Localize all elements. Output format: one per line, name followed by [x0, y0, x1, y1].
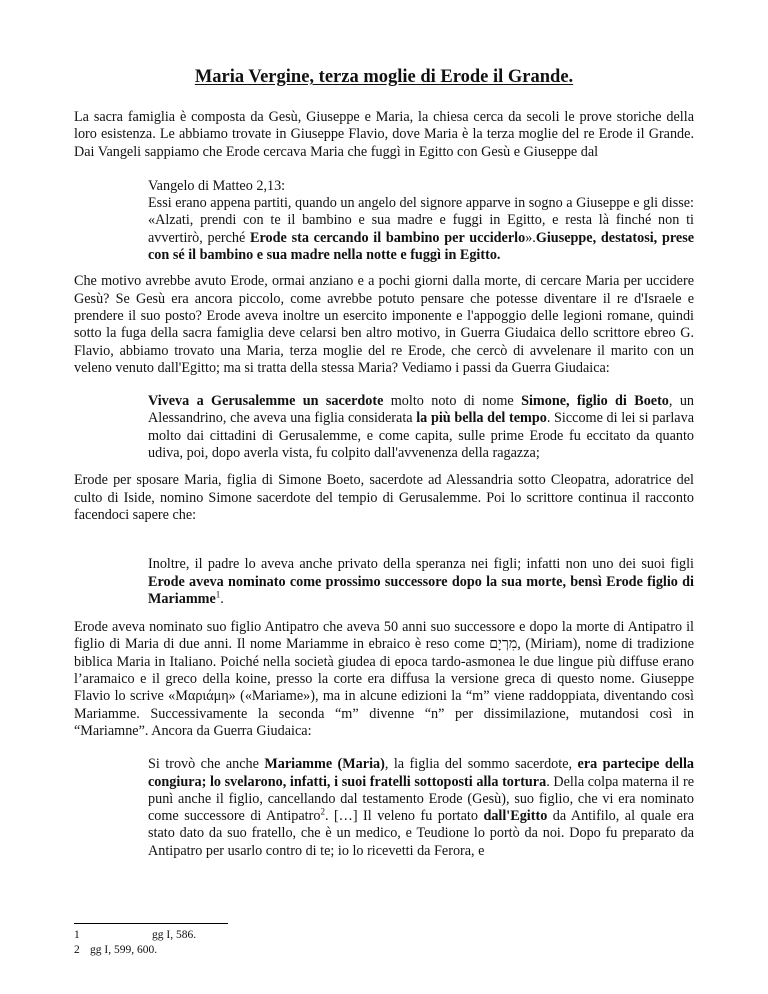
quote-guerra-1-text: [148, 393, 694, 462]
quote-matteo-text: [148, 195, 694, 264]
quote-reference: Vangelo di Matteo 2,13:: [148, 177, 286, 194]
footnote-ref[interactable]: 1: [215, 589, 221, 600]
paragraph-simone: Erode per sposare Maria, figlia di Simone Boeto, sacerdote ad Alessandria sotto Cleopatra, adoratrice del culto di Iside, nomino Simone sacerdote del tempio di Gerusalemme. Poi lo scrittore continua il racconto facendoci sapere che:: [74, 472, 694, 523]
paragraph-motivo: Che motivo avrebbe avuto Erode, ormai anziano e a pochi giorni dalla morte, di cercare Maria per uccidere Gesù? Se Gesù era ancora piccolo, come avrebbe potuto pensare che potesse diventare il re d'Israele e prendere il suo posto? Erode aveva inoltre un esercito imponente e l'appoggio delle legioni romane, quindi sotto la fuga della sacra famiglia deve celarsi ben altro motivo, in Guerra Giudaica dello scrittore ebreo G. Flavio, abbiamo trovato una Maria, terza moglie del re Erode, che cercò di avvelenare il marito con un veleno venuto dall'Egitto; ma si tratta della stessa Maria? Vediamo i passi da Guerra Giudaica:: [74, 273, 694, 376]
document-page: [74, 0, 694, 860]
footnote-ref[interactable]: 2: [320, 806, 325, 817]
quote-bold-part: Simone, figlio di Boeto: [521, 393, 669, 410]
quote-text-part: da Antifilo, al quale era stato dato da suo fratello, che è un medico, e Teudione lo portò da noi. Dopo fu preparato da Antipatro per usarlo contro di te; io lo ricevetti da Ferora, e: [148, 808, 695, 859]
quote-bold-part: Mariamme (Maria): [264, 756, 385, 773]
paragraph-text-part: Erode aveva nominato suo figlio Antipatro che aveva 50 anni suo successore e dopo la morte di Antipatro il figlio di Maria di due anni. Il nome Mariamme in ebraico è reso come: [74, 619, 694, 653]
quote-text-part: , la figlia del sommo sacerdote,: [384, 756, 578, 773]
quote-guerra-3: [148, 756, 694, 860]
quote-text-part: . Della colpa materna il re punì anche il figlio, cancellando dal testamento Erode (Gesù), suo figlio, che vi era nominato come successore di Antipatro: [148, 773, 694, 825]
quote-text-part: ».: [525, 229, 536, 246]
footnote-item: [74, 928, 694, 943]
quote-bold-part: la più bella del tempo: [416, 410, 547, 427]
quote-bold-part: Giuseppe, destatosi, prese con sé il bambino e sua madre nella notte e fuggì in Egitto.: [148, 229, 695, 264]
footnote-text: gg I, 599, 600.: [90, 943, 158, 956]
footnote-number: 1: [74, 929, 80, 941]
quote-text-part: Si trovò che anche: [148, 756, 265, 773]
footnote-number: 2: [74, 943, 80, 956]
footnotes: [74, 928, 694, 957]
quote-bold-part: dall'Egitto: [483, 808, 548, 825]
quote-bold-part: Viveva a Gerusalemme un sacerdote: [148, 393, 384, 410]
quote-guerra-2-text: [148, 556, 694, 608]
quote-text-part: molto noto di nome: [383, 393, 522, 410]
quote-text-part: .: [220, 590, 224, 607]
footnote-divider: [74, 923, 228, 924]
quote-text-part: Inoltre, il padre lo aveva anche privato della speranza nei figli; infatti non uno dei suoi figli: [148, 556, 694, 573]
quote-text-part: . […] Il veleno fu portato: [324, 808, 484, 825]
quote-bold-part: Erode aveva nominato come prossimo successore dopo la sua morte, bensì Erode figlio di Mariamme: [148, 573, 694, 607]
paragraph-intro: La sacra famiglia è composta da Gesù, Giuseppe e Maria, la chiesa cerca da secoli le prove storiche della loro esistenza. Le abbiamo trovate in Giuseppe Flavio, dove Maria è la terza moglie del re Erode il Grande. Dai Vangeli sappiamo che Erode cercava Maria che fuggì in Egitto con Gesù e Giuseppe dal: [74, 109, 694, 160]
quote-text-part: Essi erano appena partiti, quando un angelo del signore apparve in sogno a Giuseppe e gli disse: «Alzati, prendi con te il bambino e sua madre e fuggi in Egitto, e resta là finché non ti avvertirò, perché: [148, 195, 694, 246]
quote-guerra-2: [148, 556, 694, 608]
paragraph-mariamme: [74, 619, 694, 740]
hebrew-name: מִרְיָם: [489, 636, 518, 653]
quote-bold-part: era partecipe della congiura; lo svelarono, infatti, i suoi fratelli sottoposti alla tortura: [148, 756, 695, 790]
footnote-item: [74, 943, 694, 958]
paragraph-text-part: , (Miriam), nome di tradizione biblica Maria in Italiano. Poiché nella società giudea di epoca tardo-asmonea le due lingue più diffuse erano l’aramaico e il greco della koine, presso la corte era diffusa la versione greca di questo nome. Giuseppe Flavio lo scrive «Μαριάμη» («Mariame»), ma in alcune edizioni la “m” viene raddoppiata, diventando così Mariamme. Successivamente la seconda “m” divenne “n” per dissimilazione, mutandosi così in “Mariamne”. Ancora da Guerra Giudaica:: [74, 636, 694, 739]
quote-text-part: . Siccome di lei si parlava molto dai cittadini di Gerusalemme, e come capita, sulle prime Erode fu eccitato da quanto udiva, poi, dopo averla vista, fu colpito dall'avvenenza della ragazza;: [148, 410, 694, 462]
quote-bold-part: Erode sta cercando il bambino per ucciderlo: [250, 229, 526, 246]
quote-text-part: , un Alessandrino, che aveva una figlia considerata: [148, 393, 695, 427]
footnote-text: gg I, 586.: [152, 929, 197, 941]
quote-guerra-3-text: [148, 756, 694, 860]
quote-guerra-1: [148, 393, 694, 462]
quote-matteo: [148, 178, 694, 264]
document-title: Maria Vergine, terza moglie di Erode il Grande.: [194, 67, 574, 87]
